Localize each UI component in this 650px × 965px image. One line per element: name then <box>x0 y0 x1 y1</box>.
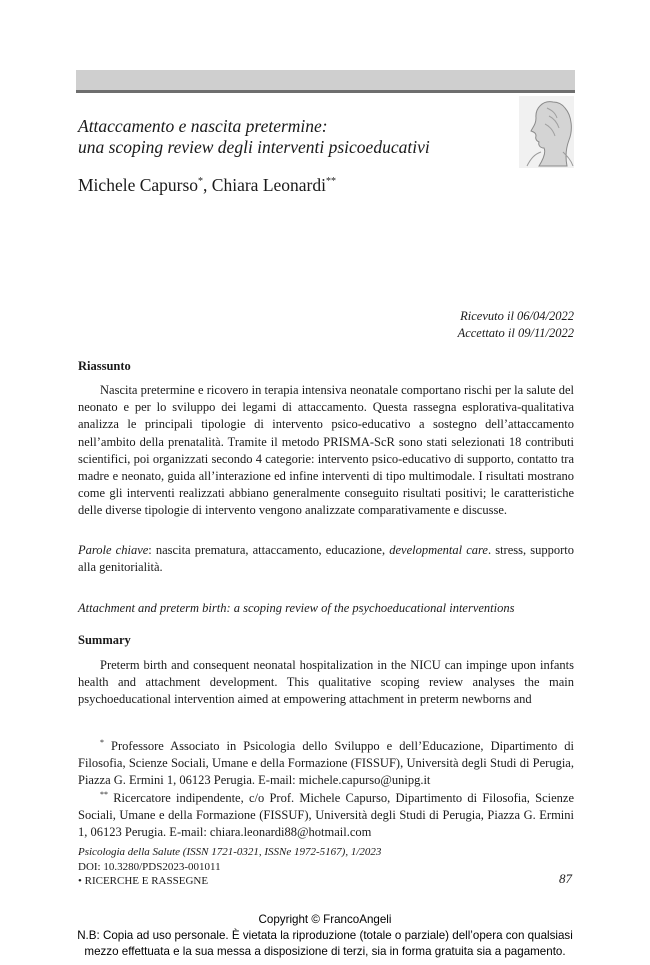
copyright-line-1: Copyright © FrancoAngeli <box>258 913 392 926</box>
submission-dates <box>458 308 574 342</box>
footnote-2 <box>78 790 574 842</box>
footnotes <box>78 738 574 841</box>
english-title: Attachment and preterm birth: a scoping review of the psychoeducational interventions <box>78 601 515 615</box>
journal-doi: DOI: 10.3280/PDS2023-001011 <box>78 860 221 873</box>
header-rule <box>76 90 575 93</box>
header-band <box>76 70 575 90</box>
title-line-2: una scoping review degli interventi psicoeducativi <box>78 137 430 157</box>
authors <box>78 174 336 196</box>
keywords-label: Parole chiave <box>78 543 149 557</box>
author-separator: , <box>203 175 212 195</box>
riassunto-text: Nascita pretermine e ricovero in terapia intensiva neonatale comportano rischi per la salute del neonato e per lo sviluppo dei legami di attaccamento. Questa rassegna esplorativa-qualitativa analizza le principali tipologie di intervento psico-educativo a sostegno dell’attaccamento nell’ambito della prenatalità. Tramite il metodo PRISMA-ScR sono stati selezionati 18 contributi scientifici, poi organizzati secondo 4 categorie: intervento psico-educativo di supporto, contatto tra madre e neonato, guida all’interazione ed infine interventi di tipo multimodale. I risultati mostrano come gli interventi realizzati abbiano generalmente conseguito risultati positivi; le caratteristiche delle diverse tipologie di intervento vengono analizzate comparativamente e discusse. <box>78 383 574 518</box>
author-1-mark: * <box>198 176 204 188</box>
footnote-2-mark: ** <box>100 789 108 799</box>
copyright-line-3: mezzo effettuata e la sua messa a disposizione di terzi, sia in forma gratuita sia a pagamento. <box>84 945 566 958</box>
page-number: 87 <box>559 871 572 886</box>
keywords-part-1: : nascita prematura, attaccamento, educazione, <box>148 543 390 557</box>
received-date: Ricevuto il 06/04/2022 <box>460 309 574 323</box>
summary-heading: Summary <box>78 633 131 647</box>
journal-citation: Psicologia della Salute (ISSN 1721-0321, ISSNe 1972-5167), 1/2023 <box>78 846 382 858</box>
copyright-notice <box>0 912 650 960</box>
footnote-1-mark: * <box>100 737 104 747</box>
accepted-date: Accettato il 09/11/2022 <box>457 326 574 340</box>
keywords-part-2: . stress, supporto alla genitorialità. <box>78 543 574 575</box>
keywords <box>78 542 574 576</box>
author-1: Michele Capurso <box>78 175 199 195</box>
journal-info <box>78 845 381 889</box>
footnote-2-text: Ricercatore indipendente, c/o Prof. Michele Capurso, Dipartimento di Filosofia, Scienze Sociali, Umane e della Formazione (FISSUF), Università degli Studi di Perugia, Piazza G. Ermini 1, 06123 Perugia. E-mail: chiara.leonardi88@hotmail.com <box>78 790 574 840</box>
journal-section: • RICERCHE E RASSEGNE <box>78 875 209 887</box>
title-line-1: Attaccamento e nascita pretermine: <box>78 116 328 136</box>
author-2: Chiara Leonardi <box>211 175 326 195</box>
keywords-italic-term: developmental care <box>389 543 488 557</box>
copyright-line-2: N.B: Copia ad uso personale. È vietata la riproduzione (totale o parziale) dell’opera con qualsiasi <box>77 929 573 942</box>
author-2-mark: ** <box>325 176 336 188</box>
footnote-1-text: Professore Associato in Psicologia dello Sviluppo e dell’Educazione, Dipartimento di Filosofia, Scienze Sociali, Umane e della Formazione (FISSUF), Università degli Studi di Perugia, Piazza G. Ermini 1, 06123 Perugia. E-mail: michele.capurso@unipg.it <box>78 739 574 788</box>
footnote-1 <box>78 738 574 790</box>
article-title <box>78 116 508 158</box>
summary-text: Preterm birth and consequent neonatal hospitalization in the NICU can impinge upon infants health and attachment development. This qualitative scoping review analyses the main psychoeducational intervention aimed at empowering attachment in preterm newborns and <box>78 658 574 707</box>
riassunto-heading: Riassunto <box>78 359 131 373</box>
portrait-logo-icon <box>519 96 574 168</box>
